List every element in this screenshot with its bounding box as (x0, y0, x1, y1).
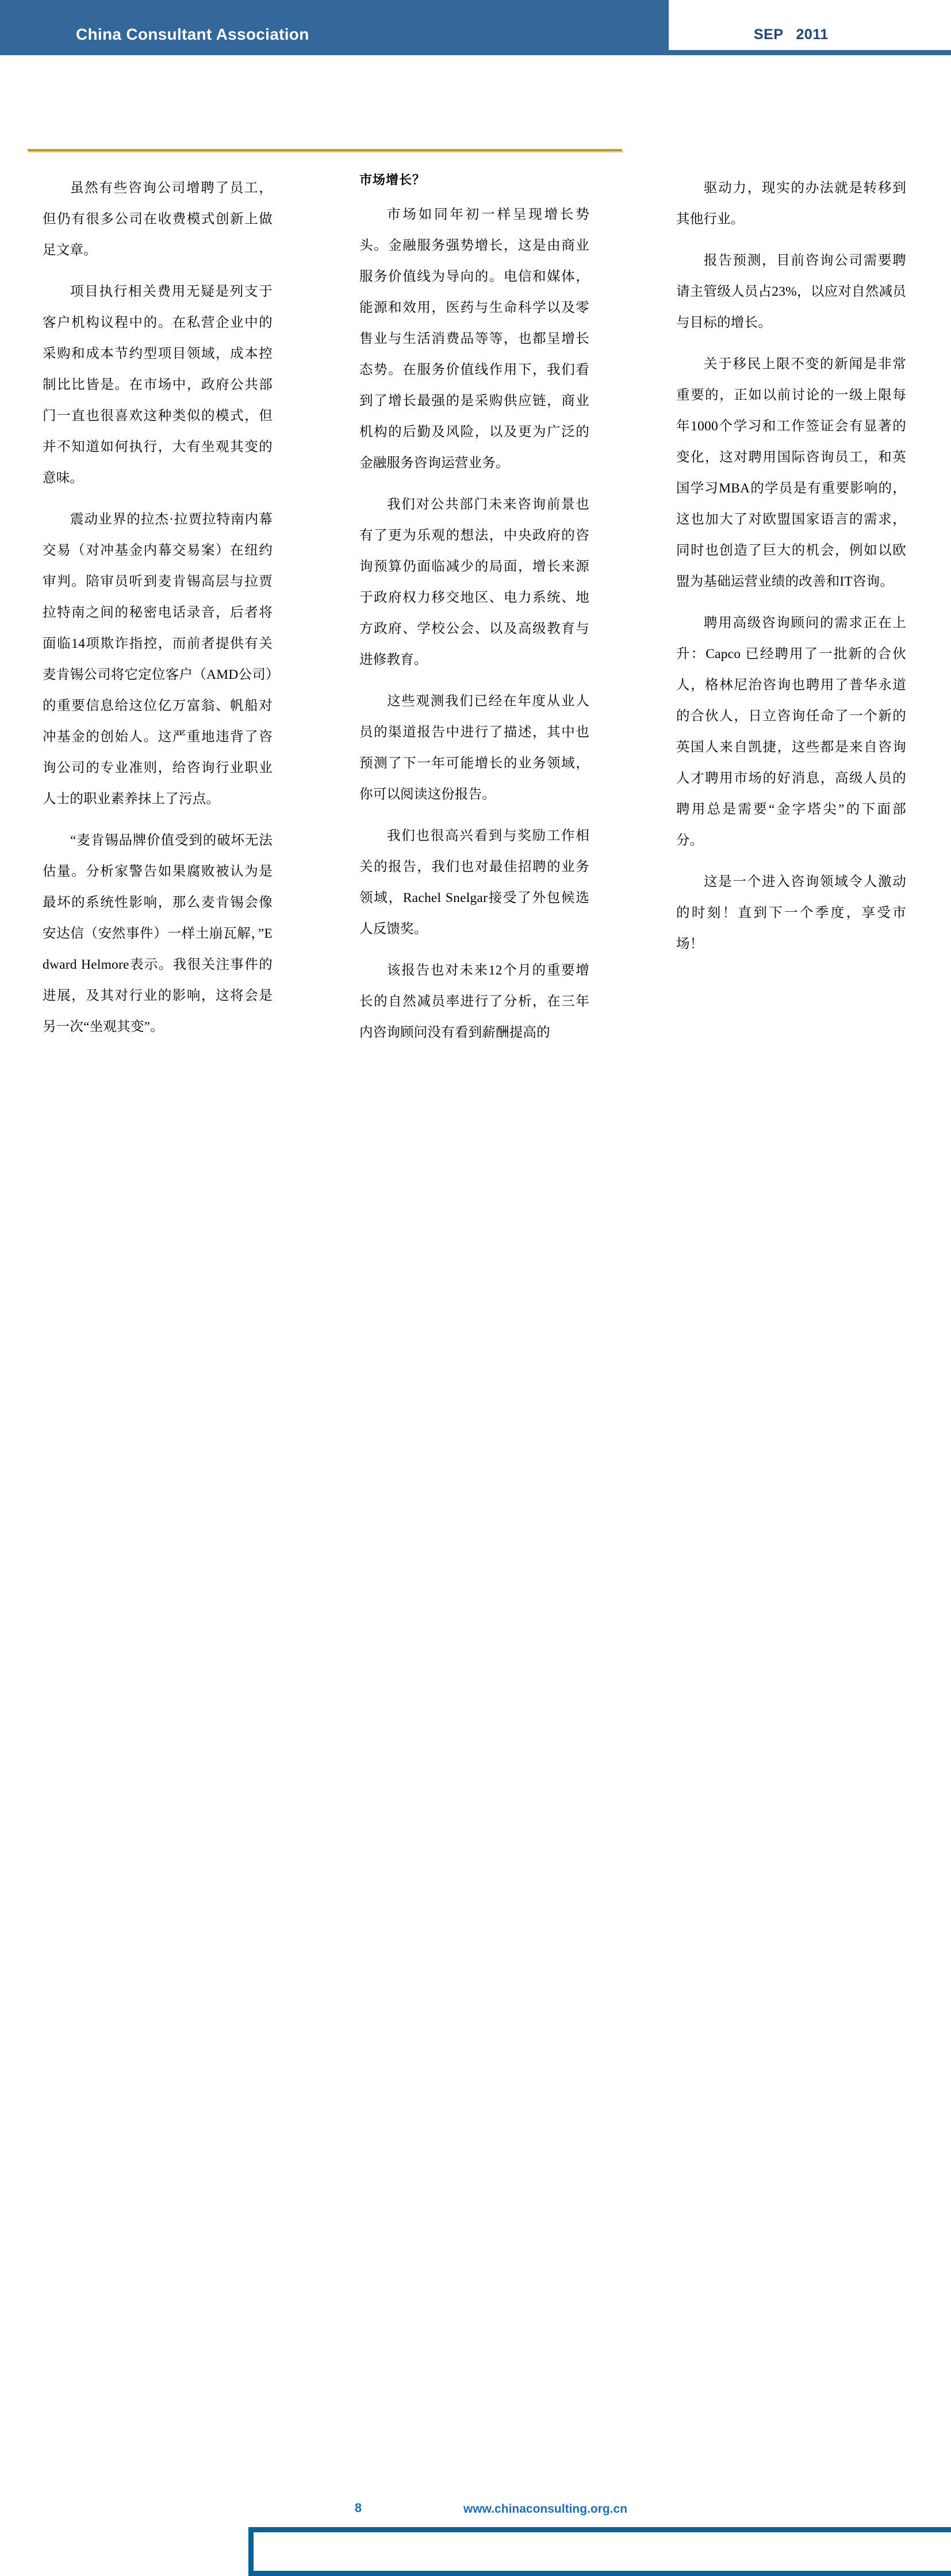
article-column-2 (359, 173, 589, 1231)
gold-divider-rule-shadow (29, 151, 623, 152)
article-body (0, 173, 951, 1231)
paragraph: 我们对公共部门未来咨询前景也有了更为乐观的想法，中央政府的咨询预算仍面临减少的局面，增长来源于政府权力移交地区、电力系统、地方政府、学校公会、以及高级教育与进修教育。 (359, 497, 589, 668)
article-column-3 (676, 173, 906, 1231)
association-name: China Consultant Association (76, 25, 309, 43)
website-url-link[interactable]: www.chinaconsulting.org.cn (463, 2502, 628, 2516)
footer-decorative-box (248, 2527, 951, 2576)
paragraph: 驱动力，现实的办法就是转移到其他行业。 (676, 181, 906, 227)
paragraph: 这些观测我们已经在年度从业人员的渠道报告中进行了描述，其中也预测了下一年可能增长的业务领域，你可以阅读这份报告。 (359, 694, 589, 802)
paragraph: 我们也很高兴看到与奖励工作相关的报告，我们也对最佳招聘的业务领域，Rachel Snelgar接受了外包候选人反馈奖。 (359, 828, 589, 937)
masthead-bottom-rule (0, 50, 951, 55)
page-footer (0, 1231, 951, 2516)
paragraph: 该报告也对未来12个月的重要增长的自然减员率进行了分析，在三年内咨询顾问没有看到薪酬提高的 (359, 963, 589, 1041)
article-column-1 (43, 173, 273, 1231)
paragraph: 项目执行相关费用无疑是列支于客户机构议程中的。在私营企业中的采购和成本节约型项目领域，成本控制比比皆是。在市场中，政府公共部门一直也很喜欢这种类似的模式，但并不知道如何执行，大有坐观其变的意味。 (43, 284, 273, 486)
page-masthead (0, 0, 951, 55)
issue-date (754, 28, 829, 42)
issue-year: 2011 (796, 26, 829, 43)
paragraph: 市场如同年初一样呈现增长势头。金融服务强势增长，这是由商业服务价值线为导向的。电信和媒体，能源和效用，医药与生命科学以及零售业与生活消费品等等，也都呈增长态势。在服务价值线作用下，我们看到了增长最强的是采购供应链，商业机构的后勤及风险，以及更为广泛的金融服务咨询运营业务。 (359, 207, 589, 471)
page-number: 8 (354, 2501, 362, 2515)
issue-month: SEP (754, 26, 784, 43)
paragraph: 报告预测，目前咨询公司需要聘请主管级人员占23%，以应对自然减员与目标的增长。 (676, 253, 906, 330)
paragraph: 虽然有些咨询公司增聘了员工，但仍有很多公司在收费模式创新上做足文章。 (43, 181, 273, 258)
paragraph: 震动业界的拉杰·拉贾拉特南内幕交易（对冲基金内幕交易案）在纽约审判。陪审员听到麦肯锡高层与拉贾拉特南之间的秘密电话录音，后者将面临14项欺诈指控，而前者提供有关麦肯锡公司将它定位客户（AMD公司）的重要信息给这位亿万富翁、帆船对冲基金的创始人。这严重地违背了咨询公司的专业准则，给咨询行业职业人士的职业素养抹上了污点。 (43, 512, 273, 807)
section-heading-market-growth: 市场增长？ (359, 173, 426, 187)
paragraph: “麦肯锡品牌价值受到的破坏无法估量。分析家警告如果腐败被认为是最坏的系统性影响，那么麦肯锡会像安达信（安然事件）一样土崩瓦解，”Edward Helmore表示。我很关注事件的进展，及其对行业的影响，这将会是另一次“坐观其变”。 (43, 833, 273, 1034)
paragraph: 关于移民上限不变的新闻是非常重要的，正如以前讨论的一级上限每年1000个学习和工作签证会有显著的变化，这对聘用国际咨询员工，和英国学习MBA的学员是有重要影响的，这也加大了对欧盟国家语言的需求，同时也创造了巨大的机会，例如以欧盟为基础运营业绩的改善和IT咨询。 (676, 357, 906, 589)
paragraph: 聘用高级咨询顾问的需求正在上升：Capco 已经聘用了一批新的合伙人，格林尼治咨询也聘用了普华永道的合伙人，日立咨询任命了一个新的英国人来自凯捷，这些都是来自咨询人才聘用市场的好消息，高级人员的聘用总是需要“金字塔尖”的下面部分。 (676, 616, 906, 848)
paragraph: 这是一个进入咨询领域令人激动的时刻！直到下一个季度，享受市场！ (676, 874, 906, 951)
